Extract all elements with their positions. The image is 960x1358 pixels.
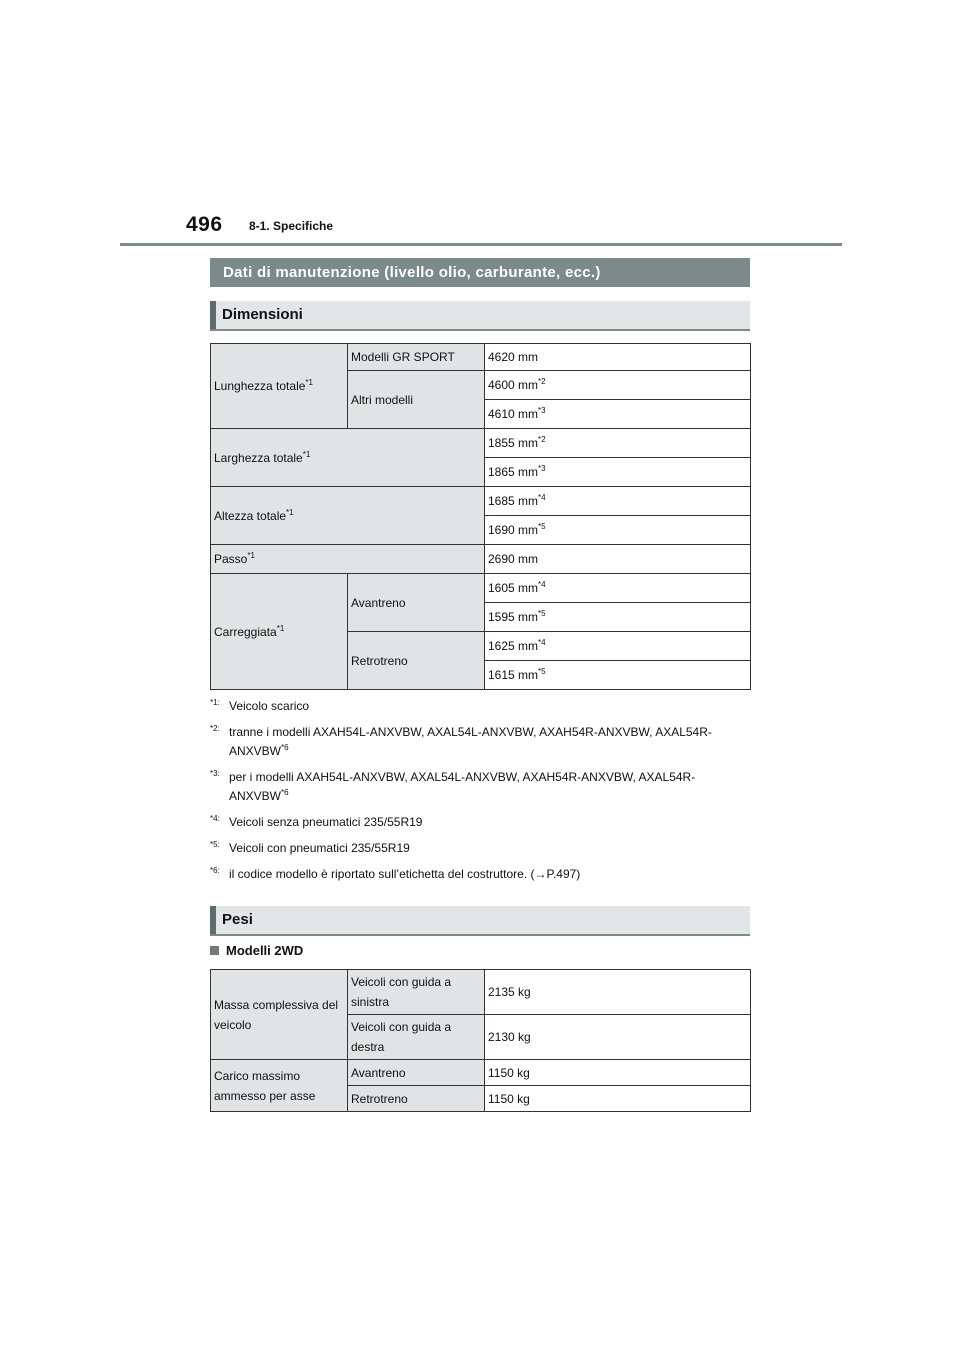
front-track-label: Avantreno	[348, 574, 485, 632]
front-axle-value: 1150 kg	[485, 1060, 751, 1086]
other-models-label: Altri modelli	[348, 371, 485, 429]
footnote: $^{*5:}$ Veicoli con pneumatici 235/55R19	[210, 840, 410, 855]
section-title: 8-1. Specifiche	[249, 219, 334, 233]
table-row	[211, 970, 751, 1015]
table-row	[211, 429, 751, 458]
height-value: 1690 $mm^{*5}$	[485, 516, 751, 545]
table-row	[211, 487, 751, 516]
gr-sport-value: 4620 mm	[485, 344, 751, 371]
table-row	[211, 344, 751, 371]
table-row	[211, 545, 751, 574]
track-value: 1595 $mm^{*5}$	[485, 603, 751, 632]
main-title: Dati di manutenzione (livello olio, carburante, ecc.)	[210, 258, 750, 287]
rear-track-label: Retrotreno	[348, 632, 485, 690]
arrow-right-icon: →	[534, 867, 547, 881]
height-label: Altezza totale$^{*1}$	[211, 487, 485, 545]
track-label: Carreggiata$^{*1}$	[211, 574, 348, 690]
footnote: $^{*3:}$ per i modelli AXAH54L-ANXVBW, AXAL54L-ANXVBW, AXAH54R-ANXVBW, AXAL54R-ANXVBW$^{*6}$	[210, 769, 696, 803]
length-value: 4600 $mm^{*2}$	[485, 371, 751, 400]
square-bullet-icon	[210, 946, 219, 955]
footnotes	[210, 697, 750, 891]
length-label: Lunghezza totale$^{*1}$	[211, 344, 348, 429]
gross-mass-label: Massa complessiva del veicolo	[211, 970, 348, 1060]
weights-heading: Pesi	[210, 906, 750, 936]
table-row	[211, 574, 751, 603]
axle-load-label: Carico massimo ammesso per asse	[211, 1060, 348, 1112]
rear-axle-value: 1150 kg	[485, 1086, 751, 1112]
footnote: $^{*2:}$ tranne i modelli AXAH54L-ANXVBW, AXAL54L-ANXVBW, AXAH54R-ANXVBW, AXAL54R-ANXVBW$^{*6}$	[210, 724, 712, 758]
models-2wd-heading: Modelli 2WD	[210, 943, 303, 958]
width-value: 1865 $mm^{*3}$	[485, 458, 751, 487]
dimensions-table	[210, 343, 751, 690]
front-axle-label: Avantreno	[348, 1060, 485, 1086]
gr-sport-label: Modelli GR SPORT	[348, 344, 485, 371]
page-number: 496	[186, 213, 223, 236]
weights-table	[210, 969, 751, 1112]
rhd-label: Veicoli con guida a destra	[348, 1015, 485, 1060]
footnote: $^{*4:}$ Veicoli senza pneumatici 235/55R19	[210, 814, 423, 829]
lhd-value: 2135 kg	[485, 970, 751, 1015]
track-value: 1625 $mm^{*4}$	[485, 632, 751, 661]
wheelbase-value: 2690 mm	[485, 545, 751, 574]
page-reference-link[interactable]: P.497	[546, 867, 577, 881]
height-value: 1685 $mm^{*4}$	[485, 487, 751, 516]
header-divider	[120, 243, 842, 246]
lhd-label: Veicoli con guida a sinistra	[348, 970, 485, 1015]
length-value: 4610 $mm^{*3}$	[485, 400, 751, 429]
rear-axle-label: Retrotreno	[348, 1086, 485, 1112]
track-value: 1605 $mm^{*4}$	[485, 574, 751, 603]
wheelbase-label: Passo$^{*1}$	[211, 545, 485, 574]
footnote: $^{*6:}$ il codice modello è riportato sull’etichetta del costruttore. (→P.497)	[210, 866, 581, 881]
width-label: Larghezza totale$^{*1}$	[211, 429, 485, 487]
dimensions-heading: Dimensioni	[210, 301, 750, 331]
table-row	[211, 1060, 751, 1086]
rhd-value: 2130 kg	[485, 1015, 751, 1060]
footnote: $^{*1:}$ Veicolo scarico	[210, 698, 310, 713]
width-value: 1855 $mm^{*2}$	[485, 429, 751, 458]
track-value: 1615 $mm^{*5}$	[485, 661, 751, 690]
